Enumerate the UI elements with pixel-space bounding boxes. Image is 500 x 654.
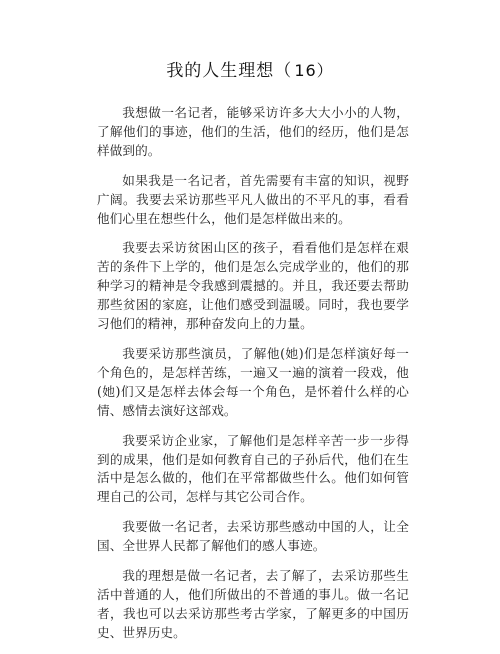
title-text: 我的人生理想（ xyxy=(166,61,293,81)
paragraph-6: 我要做一名记者，去采访那些感动中国的人，让全国、全世界人民都了解他们的感人事迹。 xyxy=(97,519,409,554)
document-body xyxy=(97,104,409,654)
paragraph-3: 我要去采访贫困山区的孩子，看看他们是怎样在艰苦的条件下上学的，他们是怎么完成学业的，他们的那种学习的精神是令我感到震撼的。并且，我还要去帮助那些贫困的家庭，让他们感受到温暖。同时，我也要学习他们的精神，那种奋发向上的力量。 xyxy=(97,240,409,332)
paragraph-5: 我要采访企业家，了解他们是怎样辛苦一步一步得到的成果，他们是如何教育自己的子孙后代，他们在生活中是怎么做的，他们在平常都做些什么。他们如何管理自己的公司，怎样与其它公司合作。 xyxy=(97,432,409,505)
paragraph-1: 我想做一名记者，能够采访许多大大小小的人物，了解他们的事迹，他们的生活，他们的经历，他们是怎样做到的。 xyxy=(97,105,409,158)
document-title xyxy=(0,60,500,82)
paragraph-7: 我的理想是做一名记者，去了解了，去采访那些生活中普通的人，他们所做出的不普通的事儿。做一名记者，我也可以去采访那些考古学家，了解更多的中国历史、世界历史。 xyxy=(97,568,409,640)
paragraph-2: 如果我是一名记者，首先需要有丰富的知识，视野广阔。我要去采访那些平凡人做出的不平凡的事，看看他们心里在想些什么，他们是怎样做出来的。 xyxy=(97,172,409,226)
title-number: 16） xyxy=(294,61,334,80)
paragraph-4: 我要采访那些演员，了解他(她)们是怎样演好每一个角色的，是怎样苦练，一遍又一遍的演着一段戏，他(她)们又是怎样去体会每一个角色，是怀着什么样的心情、感情去演好这部戏。 xyxy=(97,345,409,418)
